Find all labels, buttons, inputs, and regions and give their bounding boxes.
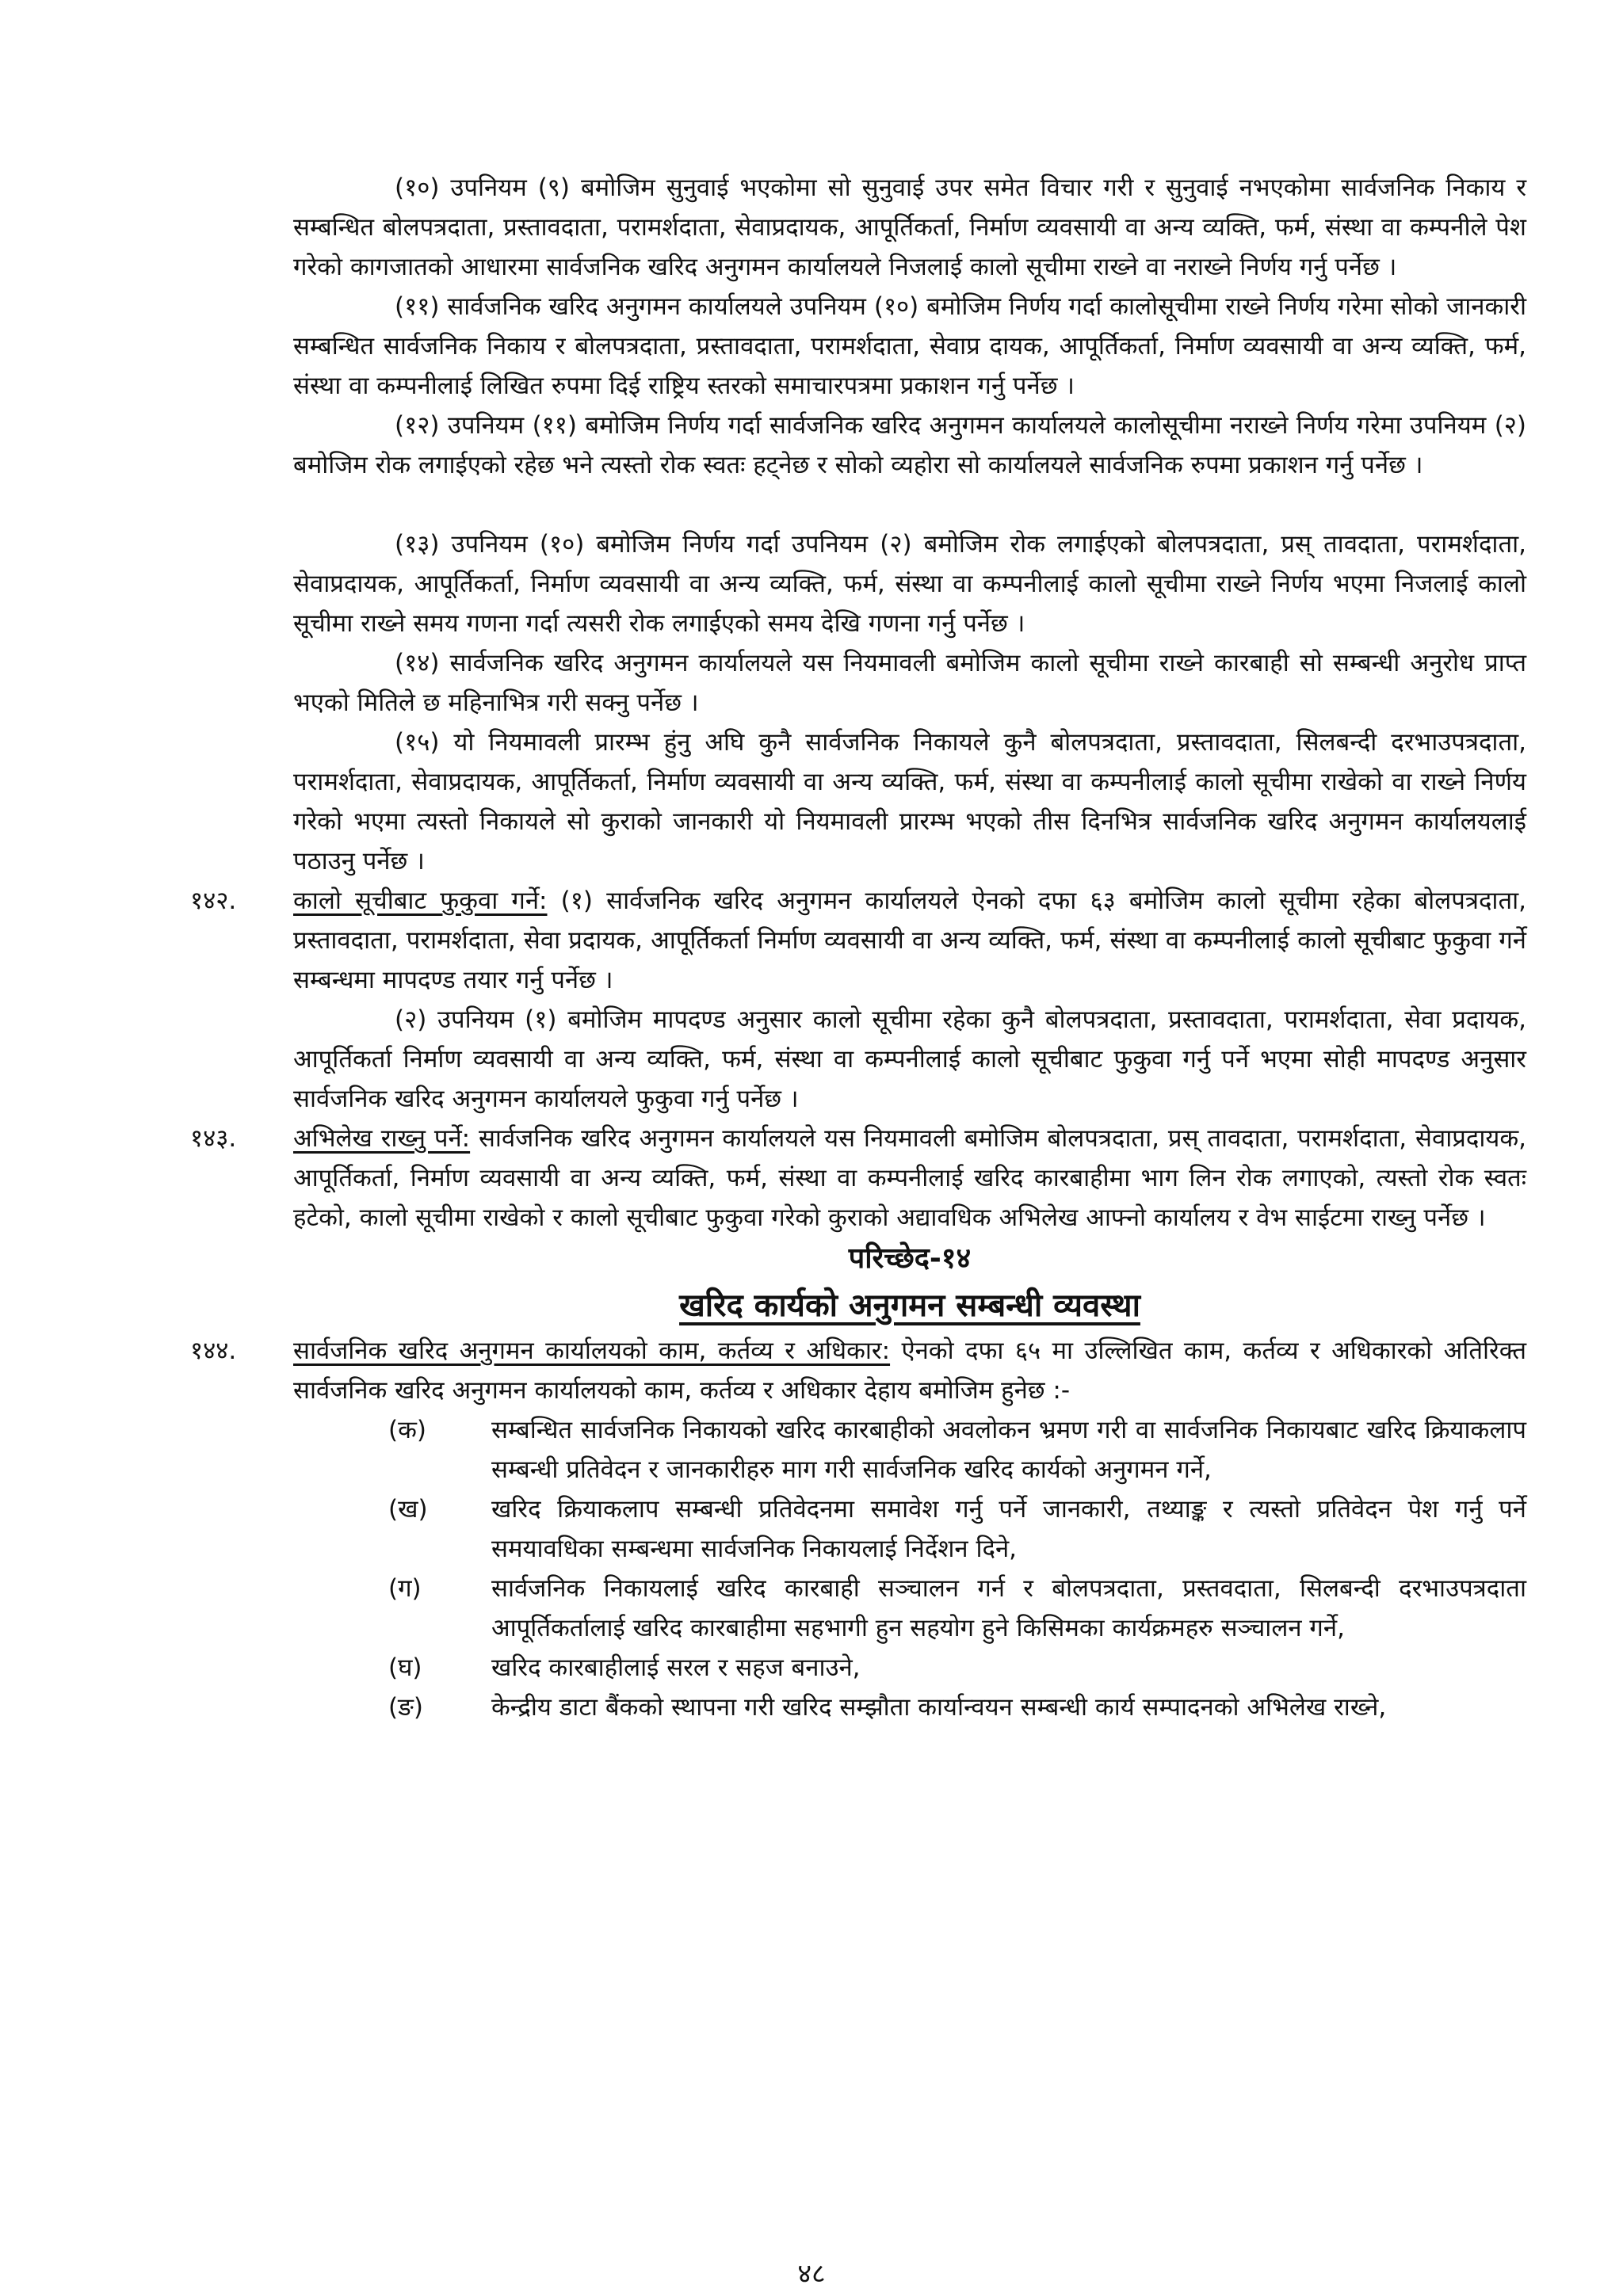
- page-number: ४८: [797, 2258, 826, 2290]
- clause-text: सम्बन्धित सार्वजनिक निकायको खरिद कारबाहीको अवलोकन भ्रमण गरी वा सार्वजनिक निकायबाट खरिद क्रियाकलाप सम्बन्धी प्रतिवेदन र जानकारीहरु माग गरी सार्वजनिक खरिद कार्यको अनुगमन गर्ने,: [491, 1416, 1526, 1484]
- chapter-title: खरिद कार्यको अनुगमन सम्बन्धी व्यवस्था: [679, 1287, 1140, 1324]
- clause-text: केन्द्रीय डाटा बैंकको स्थापना गरी खरिद सम्झौता कार्यान्वयन सम्बन्धी कार्य सम्पादनको अभिलेख राख्ने,: [491, 1693, 1387, 1722]
- rule-body: [293, 881, 1526, 1000]
- clause-marker: (ग): [388, 1574, 422, 1603]
- rule-number: १४४.: [190, 1337, 237, 1365]
- rule-143: [190, 1119, 1526, 1238]
- clause-marker: (ख): [388, 1495, 428, 1524]
- rule-body: [293, 1119, 1526, 1238]
- rule-text: (१) सार्वजनिक खरिद अनुगमन कार्यालयले ऐनको दफा ६३ बमोजिम कालो सूचीमा रहेका बोलपत्रदाता, प्रस्तावदाता, परामर्शदाता, सेवा प्रदायक, आपूर्तिकर्ता निर्माण व्यवसायी वा अन्य व्यक्ति, फर्म, संस्था वा कम्पनीलाई कालो सूचीबाट फुकुवा गर्ने सम्बन्धमा मापदण्ड तयार गर्नु पर्नेछ ।: [293, 887, 1526, 994]
- clause-item: [388, 1410, 1526, 1489]
- clause-item: [388, 1489, 1526, 1569]
- rule-number: १४३.: [190, 1124, 237, 1153]
- clause-text: खरिद कारबाहीलाई सरल र सहज बनाउने,: [491, 1653, 861, 1682]
- rule-142: [190, 881, 1526, 1119]
- rule-text: ऐनको दफा ६५ मा उल्लिखित काम, कर्तव्य र अधिकारको अतिरिक्त सार्वजनिक खरिद अनुगमन कार्यालयको काम, कर्तव्य र अधिकार देहाय बमोजिम हुनेछ :-: [293, 1337, 1526, 1405]
- clause-item: [388, 1569, 1526, 1648]
- clause-item: [388, 1648, 1526, 1688]
- paragraph-sub14: (१४) सार्वजनिक खरिद अनुगमन कार्यालयले यस नियमावली बमोजिम कालो सूचीमा राख्ने कारबाही सो सम्बन्धी अनुरोध प्राप्त भएको मितिले छ महिनाभित्र गरी सक्नु पर्नेछ ।: [293, 649, 1526, 717]
- clause-marker: (ङ): [388, 1693, 423, 1722]
- document-page: [190, 168, 1526, 1727]
- rule-title: अभिलेख राख्नु पर्ने:: [293, 1124, 471, 1153]
- clause-text: खरिद क्रियाकलाप सम्बन्धी प्रतिवेदनमा समावेश गर्नु पर्ने जानकारी, तथ्याङ्क र त्यस्तो प्रतिवेदन पेश गर्नु पर्ने समयावधिका सम्बन्धमा सार्वजनिक निकायलाई निर्देशन दिने,: [491, 1495, 1526, 1563]
- rule-subsection: (२) उपनियम (१) बमोजिम मापदण्ड अनुसार कालो सूचीमा रहेका कुनै बोलपत्रदाता, प्रस्तावदाता, परामर्शदाता, सेवा प्रदायक, आपूर्तिकर्ता निर्माण व्यवसायी वा अन्य व्यक्ति, फर्म, संस्था वा कम्पनीलाई कालो सूचीबाट फुकुवा गर्नु पर्ने भएमा सोही मापदण्ड अनुसार सार्वजनिक खरिद अनुगमन कार्यालयले फुकुवा गर्नु पर्नेछ ।: [293, 1005, 1526, 1113]
- paragraph-sub11: (११) सार्वजनिक खरिद अनुगमन कार्यालयले उपनियम (१०) बमोजिम निर्णय गर्दा कालोसूचीमा राख्ने निर्णय गरेमा सोको जानकारी सम्बन्धित सार्वजनिक निकाय र बोलपत्रदाता, प्रस्तावदाता, परामर्शदाता, सेवाप्र दायक, आपूर्तिकर्ता, निर्माण व्यवसायी वा अन्य व्यक्ति, फर्म, संस्था वा कम्पनीलाई लिखित रुपमा दिई राष्ट्रिय स्तरको समाचारपत्रमा प्रकाशन गर्नु पर्नेछ ।: [293, 292, 1526, 400]
- paragraph-sub13: (१३) उपनियम (१०) बमोजिम निर्णय गर्दा उपनियम (२) बमोजिम रोक लगाईएको बोलपत्रदाता, प्रस् तावदाता, परामर्शदाता, सेवाप्रदायक, आपूर्तिकर्ता, निर्माण व्यवसायी वा अन्य व्यक्ति, फर्म, संस्था वा कम्पनीलाई कालो सूचीमा राख्ने निर्णय भएमा निजलाई कालो सूचीमा राख्ने समय गणना गर्दा त्यसरी रोक लगाईएको समय देखि गणना गर्नु पर्नेछ ।: [293, 530, 1526, 638]
- rule-text: सार्वजनिक खरिद अनुगमन कार्यालयले यस नियमावली बमोजिम बोलपत्रदाता, प्रस् तावदाता, परामर्शदाता, सेवाप्रदायक, आपूर्तिकर्ता, निर्माण व्यवसायी वा अन्य व्यक्ति, फर्म, संस्था वा कम्पनीलाई खरिद कारबाहीमा भाग लिन रोक लगाएको, त्यस्तो रोक स्वतः हटेको, कालो सूचीमा राखेको र कालो सूचीबाट फुकुवा गरेको कुराको अद्यावधिक अभिलेख आफ्नो कार्यालय र वेभ साईटमा राख्नु पर्नेछ ।: [293, 1124, 1526, 1232]
- clause-item: [388, 1688, 1526, 1727]
- clause-marker: (घ): [388, 1653, 422, 1682]
- rule-144: [190, 1331, 1526, 1727]
- clause-text: सार्वजनिक निकायलाई खरिद कारबाही सञ्चालन गर्न र बोलपत्रदाता, प्रस्तवदाता, सिलबन्दी दरभाउपत्रदाता आपूर्तिकर्तालाई खरिद कारबाहीमा सहभागी हुन सहयोग हुने किसिमका कार्यक्रमहरु सञ्चालन गर्ने,: [491, 1574, 1526, 1642]
- rule-title: सार्वजनिक खरिद अनुगमन कार्यालयको काम, कर्तव्य र अधिकार:: [293, 1337, 891, 1365]
- chapter-heading: परिच्छेद-१४: [848, 1242, 972, 1275]
- rule-body: [293, 1331, 1526, 1410]
- rule-number: १४२.: [190, 887, 237, 915]
- paragraph-gap: [293, 485, 1526, 524]
- paragraph-sub12: (१२) उपनियम (११) बमोजिम निर्णय गर्दा सार्वजनिक खरिद अनुगमन कार्यालयले कालोसूचीमा नराख्ने निर्णय गरेमा उपनियम (२) बमोजिम रोक लगाईएको रहेछ भने त्यस्तो रोक स्वतः हट्नेछ र सोको व्यहोरा सो कार्यालयले सार्वजनिक रुपमा प्रकाशन गर्नु पर्नेछ ।: [293, 411, 1526, 479]
- clause-marker: (क): [388, 1416, 426, 1444]
- rule-title: कालो सूचीबाट फुकुवा गर्ने:: [293, 887, 548, 915]
- paragraph-sub15: (१५) यो नियमावली प्रारम्भ हुंनु अघि कुनै सार्वजनिक निकायले कुनै बोलपत्रदाता, प्रस्तावदाता, सिलबन्दी दरभाउपत्रदाता, परामर्शदाता, सेवाप्रदायक, आपूर्तिकर्ता, निर्माण व्यवसायी वा अन्य व्यक्ति, फर्म, संस्था वा कम्पनीलाई कालो सूचीमा राखेको वा राख्ने निर्णय गरेको भएमा त्यस्तो निकायले सो कुराको जानकारी यो नियमावली प्रारम्भ भएको तीस दिनभित्र सार्वजनिक खरिद अनुगमन कार्यालयलाई पठाउनु पर्नेछ ।: [293, 728, 1526, 875]
- clause-list: [388, 1410, 1526, 1727]
- paragraph-sub10: (१०) उपनियम (९) बमोजिम सुनुवाई भएकोमा सो सुनुवाई उपर समेत विचार गरी र सुनुवाई नभएकोमा सार्वजनिक निकाय र सम्बन्धित बोलपत्रदाता, प्रस्तावदाता, परामर्शदाता, सेवाप्रदायक, आपूर्तिकर्ता, निर्माण व्यवसायी वा अन्य व्यक्ति, फर्म, संस्था वा कम्पनीले पेश गरेको कागजातको आधारमा सार्वजनिक खरिद अनुगमन कार्यालयले निजलाई कालो सूचीमा राख्ने वा नराख्ने निर्णय गर्नु पर्नेछ ।: [293, 174, 1526, 281]
